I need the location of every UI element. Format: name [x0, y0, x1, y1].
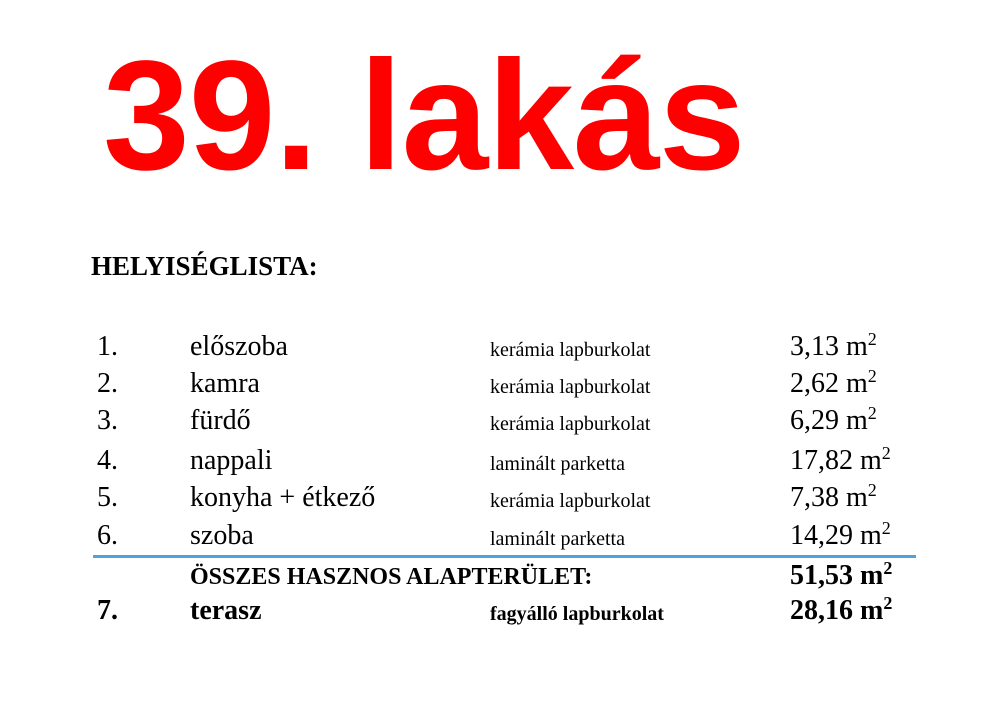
room-row: [0, 480, 990, 522]
room-number: 6.: [97, 520, 118, 551]
room-name: konyha + étkező: [190, 482, 376, 513]
total-divider: [93, 555, 916, 558]
total-label: ÖSSZES HASZNOS ALAPTERÜLET:: [190, 564, 593, 590]
room-area: 3,13 $m^2$: [790, 329, 877, 362]
page-title: 39. lakás: [103, 29, 745, 203]
room-number: 7.: [97, 595, 118, 626]
room-name: nappali: [190, 445, 273, 476]
room-number: 1.: [97, 331, 118, 362]
room-area: 28,16 $m^2$: [790, 593, 893, 626]
room-row: [0, 329, 990, 371]
room-name: fürdő: [190, 405, 251, 436]
room-row: [0, 366, 990, 408]
total-area: 51,53 $m^2$: [790, 558, 893, 591]
room-material: kerámia lapburkolat: [490, 413, 651, 435]
room-name: terasz: [190, 595, 262, 626]
room-area: 17,82 $m^2$: [790, 443, 891, 476]
room-material: kerámia lapburkolat: [490, 490, 651, 512]
room-material: laminált parketta: [490, 528, 625, 550]
room-name: szoba: [190, 520, 254, 551]
room-material: laminált parketta: [490, 453, 625, 475]
room-material: kerámia lapburkolat: [490, 339, 651, 361]
room-row: [0, 443, 990, 485]
room-list-heading: HELYISÉGLISTA:: [91, 251, 318, 281]
room-row: [0, 403, 990, 445]
room-area: 6,29 $m^2$: [790, 403, 877, 436]
room-material: fagyálló lapburkolat: [490, 603, 664, 625]
terrace-row: [0, 593, 990, 635]
room-material: kerámia lapburkolat: [490, 376, 651, 398]
room-area: 14,29 $m^2$: [790, 518, 891, 551]
room-name: kamra: [190, 368, 260, 399]
room-area: 7,38 $m^2$: [790, 480, 877, 513]
room-number: 5.: [97, 482, 118, 513]
room-number: 4.: [97, 445, 118, 476]
room-number: 2.: [97, 368, 118, 399]
room-area: 2,62 $m^2$: [790, 366, 877, 399]
room-name: előszoba: [190, 331, 288, 362]
room-number: 3.: [97, 405, 118, 436]
